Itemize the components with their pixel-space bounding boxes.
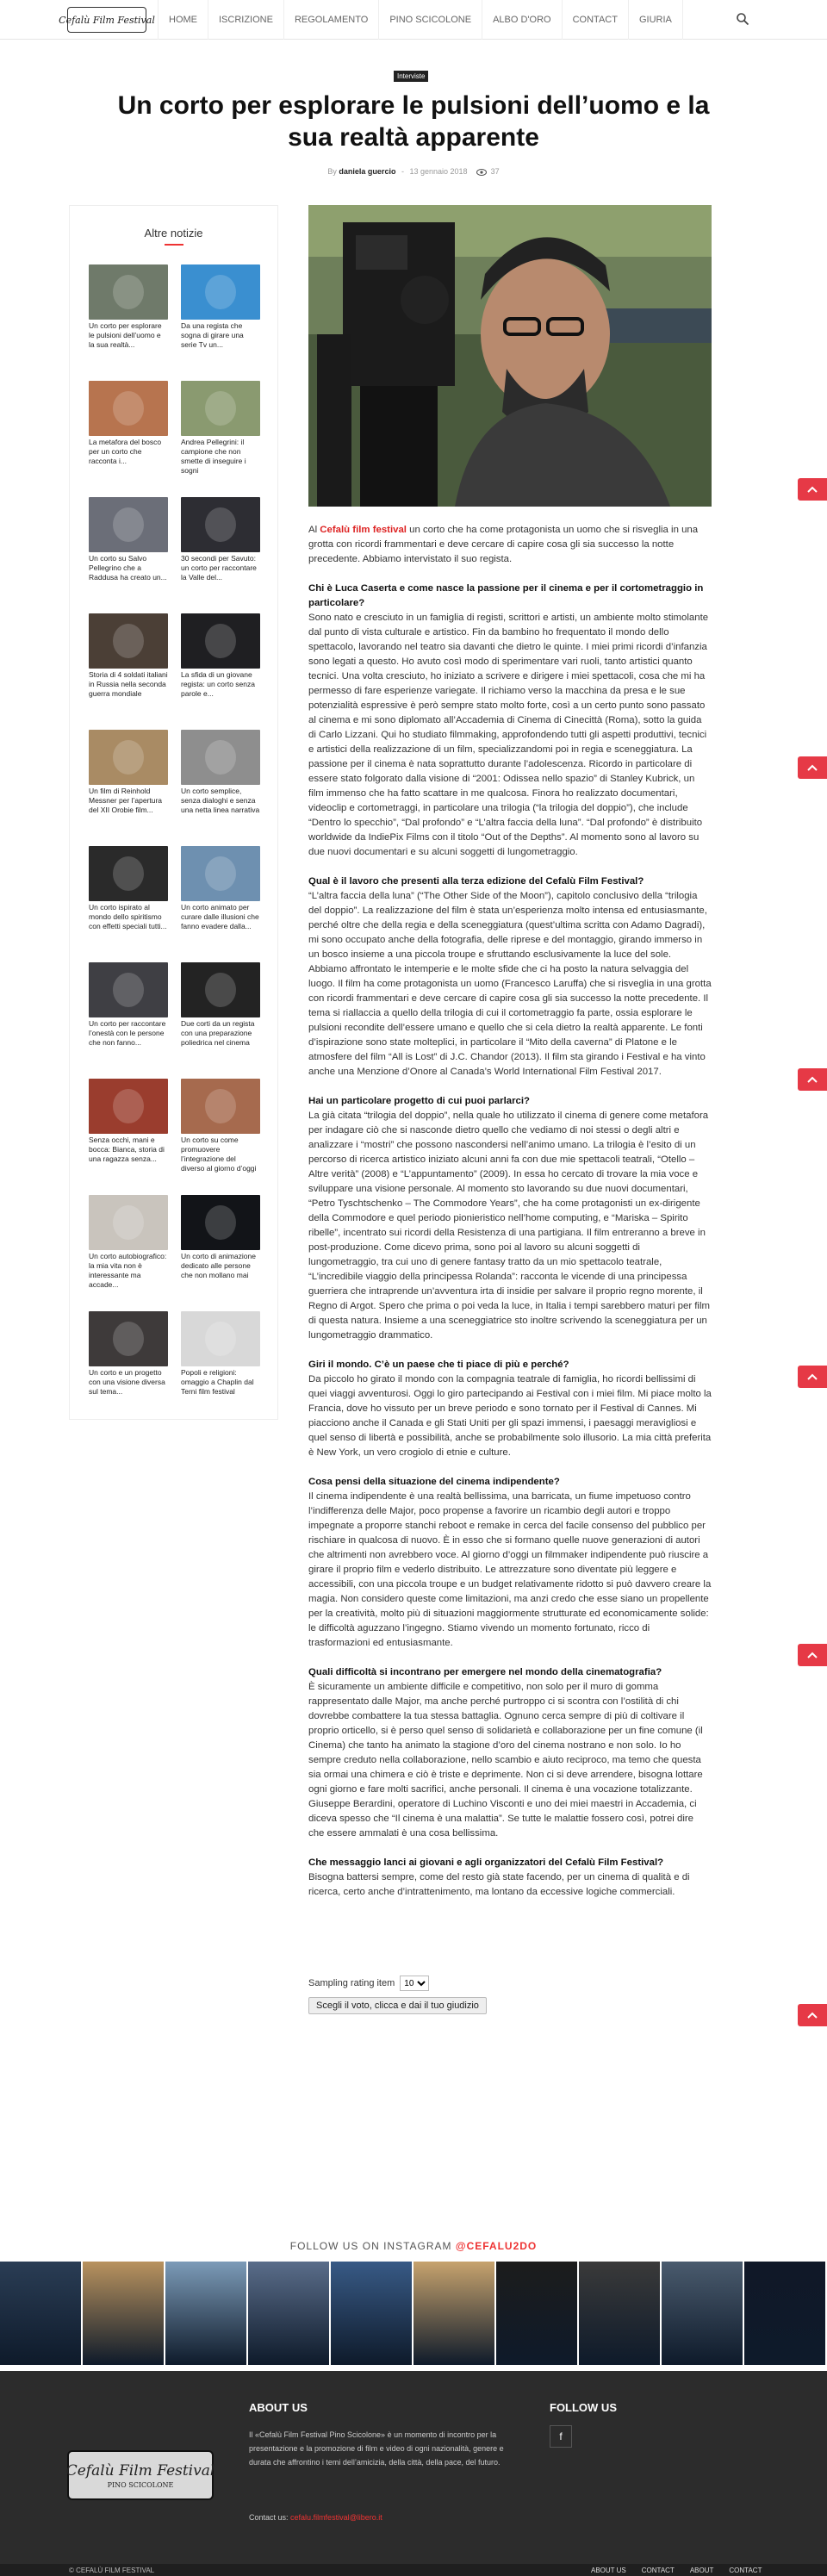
- interview-answer: “L’altra faccia della luna” (“The Other Side of the Moon”), capitolo conclusivo della “trilogia del doppio”. La realizzazione del film è stata un’esperienza molto intensa ed entusiasmante, perché oltre che della regia e della sceneggiatura (quest’ultima scritta con Adamo Dagradi), mi sono occupato anche della fotografia, delle riprese e del montaggio, girando immerso in un bosco insieme a una piccola troupe e sfruttando esclusivamente la luce del sole. Abbiamo affrontato le intemperie e le molte sfide che ci ha posto la natura selvaggia del luogo. Il film ha come protagonista un uomo (Francesco Laruffa) che si risveglia in una grotta con ricordi frammentari e deve cercare di capire cosa gli sia successo la notte precedente. Il tema si riallaccia a quello della trilogia di cui il cortometraggio fa parte, ossia esplorare le pulsioni recondite dell’essere umano e quello che si cela dietro la realtà apparente. Le fonti d’ispirazione sono state molteplici, in particolare il “Mito della caverna” di Platone e le atmosfere del film “All is Lost” di J.C. Chandor (2013). Il film sta girando i Festival e ha vinto anche una Menzione d’Onore al Canada’s World International Film Festival 2017.: [308, 891, 712, 1077]
- bottom-nav-contact-2[interactable]: CONTACT: [729, 2567, 762, 2574]
- nav-contact[interactable]: CONTACT: [562, 0, 628, 40]
- bottom-nav-contact[interactable]: CONTACT: [641, 2567, 675, 2574]
- logo-text: Cefalù Film Festival: [59, 14, 155, 26]
- news-thumbnail[interactable]: [181, 1079, 260, 1134]
- news-thumbnail[interactable]: [181, 730, 260, 785]
- news-thumbnail[interactable]: [181, 264, 260, 320]
- news-caption[interactable]: Un corto per raccontare l’onestà con le persone che non fanno...: [89, 1019, 166, 1047]
- nav-giuria[interactable]: GIURIA: [628, 0, 683, 40]
- news-thumbnail[interactable]: [181, 846, 260, 901]
- facebook-icon[interactable]: f: [550, 2425, 572, 2448]
- scroll-arrow-button[interactable]: [798, 756, 827, 779]
- news-caption[interactable]: Da una regista che sogna di girare una serie Tv un...: [181, 321, 244, 349]
- scroll-arrow-button[interactable]: [798, 478, 827, 501]
- scroll-arrow-button[interactable]: [798, 1644, 827, 1666]
- instagram-photo[interactable]: [662, 2262, 743, 2365]
- news-item[interactable]: [89, 497, 168, 602]
- instagram-photo[interactable]: [248, 2262, 329, 2365]
- contact-line: [249, 2513, 382, 2522]
- interview-answer: La già citata “trilogia del doppio”, nella quale ho utilizzato il cinema di genere come metafora per indagare ciò che si nasconde dietro quello che vediamo di noi stessi o degli altri e analizzare i “mostri” che possono nascondersi nell’animo umano. La trilogia è l’esito di un percorso di ricerca artistico iniziato alcuni anni fa con due mie spettacoli teatrali, “Otello – Altre verità” (2008) e “L’appuntamento” (2009). In essa ho cercato di trovare la mia voce e sviluppare una visione personale. Al momento sto lavorando su due nuovi documentari, “Petro Tyschtschenko – The Commodore Years”, che ha come protagonisti un ex-dirigente della Commodore e quel periodo pionieristico nell’home computing, e “Mariska – Spirito ribelle”, incentrato sui ricordi della Resistenza di una partigiana. Il film entreranno a breve in post-produzione. Come dicevo prima, sono poi al lavoro su alcuni soggetti di lungometraggio, tra cui uno di genere fantasy tratto da un mio spettacolo teatrale, “L’incredibile viaggio della principessa Rolanda”: racconta le vicende di una principessa guerriera che intraprende un’avventura irta di insidie per salvare il proprio regno morente, il Regno di Argot. Spero che prima o poi veda la luce, in Italia i tempi sarebbero maturi per film di questa natura. Insieme a una sceneggiatrice sto inoltre scrivendo la sceneggiatura per un lungometraggio drammatico.: [308, 1111, 710, 1341]
- news-caption[interactable]: Un corto per esplorare le pulsioni dell’uomo e la sua realtà...: [89, 321, 162, 349]
- news-item[interactable]: [89, 1079, 168, 1184]
- interview-answer: Bisogna battersi sempre, come del resto già state facendo, per un cinema di qualità e di ricerca, certo anche d’intrattenimento, ma lontano da eccessive logiche commerciali.: [308, 1872, 690, 1897]
- news-thumbnail[interactable]: [89, 1195, 168, 1250]
- nav-albo-doro[interactable]: ALBO D'ORO: [482, 0, 562, 40]
- news-thumbnail[interactable]: [89, 497, 168, 552]
- news-caption[interactable]: La sfida di un giovane regista: un corto senza parole e...: [181, 670, 255, 698]
- instagram-photo[interactable]: [83, 2262, 164, 2365]
- news-caption[interactable]: Un film di Reinhold Messner per l’apertura del XII Orobie film...: [89, 787, 163, 814]
- rating-select[interactable]: [400, 1976, 429, 1991]
- news-item[interactable]: [89, 1195, 168, 1300]
- meta-by: By: [327, 167, 337, 176]
- copyright: © CEFALÙ FILM FESTIVAL: [69, 2567, 155, 2574]
- nav-home[interactable]: HOME: [158, 0, 208, 40]
- news-item[interactable]: [181, 381, 260, 486]
- interview-answer: Sono nato e cresciuto in un famiglia di registi, scrittori e artisti, un ambiente molto stimolante dal punto di vista culturale e artistico. Fin da bambino ho frequentato il mondo dello spettacolo, lavorando nel teatro sia davanti che dietro le quinte. I miei primi ricordi d’infanzia sono legati a questo. Ho avuto così modo di sperimentare vari ruoli, tanto artistici quanto tecnici. Una volta cresciuto, ho iniziato a scrivere e dirigere i miei spettacoli, cosa che mi ha permesso di fare esperienze variegate. Il richiamo verso la macchina da presa e le sue potenzialità espressive è però sempre stato molto forte, così a un certo punto sono passato al cinema e mi sono diplomato all’Accademia di Cinema di Cinecittà (Roma), sotto la guida di Carlo Lizzani. Qui ho studiato filmmaking, approfondendo tutti gli aspetti produttivi, tecnici e artistici della realizzazione di un film, specializzandomi poi in regia e sceneggiatura. La passione per il cinema è nata soprattutto durante l’adolescenza. Ricordo in particolare di essere stato folgorato dalla visione di “2001: Odissea nello spazio” di Stanley Kubrick, un film immenso che ha fatto scattare in me qualcosa. Finora ho realizzato documentari, videoclip e cortometraggi, in particolare una trilogia (“la trilogia del doppio”), che include “Dentro lo specchio”, “Dal profondo” e “L’altra faccia della luna”. “Dal profondo” è distribuito worldwide da IndiePix Films con il titolo “Out of the Depths”. Al momento sono al lavoro su due nuovi documentari e su alcuni soggetti di lungometraggio.: [308, 613, 709, 857]
- top-navbar: [0, 0, 827, 40]
- rating-label: Sampling rating item: [308, 1978, 395, 1988]
- article-body: [308, 523, 712, 1914]
- news-item[interactable]: [89, 846, 168, 951]
- view-count: 37: [490, 167, 500, 176]
- about-heading: ABOUT US: [249, 2401, 308, 2414]
- news-caption[interactable]: Un corto su Salvo Pellegrino che a Raddusa ha creato un...: [89, 554, 167, 582]
- hero-image: [308, 205, 712, 507]
- news-thumbnail[interactable]: [181, 613, 260, 669]
- instagram-heading: [0, 2240, 827, 2252]
- nav-iscrizione[interactable]: ISCRIZIONE: [208, 0, 283, 40]
- news-caption[interactable]: Popoli e religioni: omaggio a Chaplin dal Terni film festival: [181, 1368, 254, 1396]
- article-intro: Al Cefalù film festival un corto che ha come protagonista un uomo che si risveglia in una grotta con ricordi frammentari e deve cercare di capire cosa gli sia successo la notte precedente. Abbiamo intervistato il suo regista.: [308, 525, 699, 564]
- footer: [0, 2371, 827, 2576]
- news-thumbnail[interactable]: [89, 730, 168, 785]
- news-caption[interactable]: La metafora del bosco per un corto che racconta i...: [89, 438, 162, 465]
- interview-answer: Il cinema indipendente è una realtà bellissima, una barricata, un fiume impetuoso contro l’indifferenza delle Major, poco propense a favorire un ricambio degli autori e troppo impegnate a proporre stanchi reboot e remake in cerca del facile consenso del pubblico per rischiare in qualcosa di nuovo. È in esso che si formano quelle nuove generazioni di autori che altrimenti non avrebbero voce. Al giorno d’oggi un filmmaker indipendente può riuscire a girare il proprio film e vederlo distribuito. Le attrezzature sono diventate più leggere e accessibili, con una piccola troupe e un budget relativamente ridotto si può davvero creare la magia. Non considero queste come limitazioni, ma anzi credo che esse siano un propellente per la creatività, molto più di situazioni maggiormente strutturate ed economicamente solide: le difficoltà aguzzano l’ingegno. Stiamo vivendo un momento fortunato, ricco di trasformazioni ed entusiasmante.: [308, 1491, 712, 1648]
- interview-question: Giri il mondo. C’è un paese che ti piace di più e perché?: [308, 1360, 569, 1370]
- interview-question: Cosa pensi della situazione del cinema indipendente?: [308, 1477, 560, 1487]
- news-caption[interactable]: Un corto animato per curare dalle illusioni che fanno evadere dalla...: [181, 903, 259, 930]
- news-thumbnail[interactable]: [89, 613, 168, 669]
- scroll-arrow-button[interactable]: [798, 2004, 827, 2026]
- bottom-nav-about-2[interactable]: ABOUT: [689, 2567, 714, 2574]
- news-thumbnail[interactable]: [181, 381, 260, 436]
- scroll-arrow-button[interactable]: [798, 1068, 827, 1091]
- scroll-arrow-button[interactable]: [798, 1366, 827, 1388]
- news-thumbnail[interactable]: [181, 1195, 260, 1250]
- eye-icon: [476, 169, 487, 176]
- news-thumbnail[interactable]: [89, 1311, 168, 1366]
- author-name[interactable]: daniela guercio: [339, 167, 396, 176]
- instagram-photo[interactable]: [579, 2262, 660, 2365]
- about-text: Il «Cefalù Film Festival Pino Scicolone» è un momento di incontro per la presentazione e la promozione di film e video di ogni nazionalità, genere e durata che affrontino i temi dell’amicizia, della città, della pace, del futuro.: [249, 2430, 504, 2467]
- instagram-photo[interactable]: [414, 2262, 494, 2365]
- nav-pino-scicolone[interactable]: PINO SCICOLONE: [378, 0, 482, 40]
- main-nav: [158, 0, 683, 40]
- news-caption[interactable]: Senza occhi, mani e bocca: Bianca, storia di una ragazza senza...: [89, 1136, 165, 1163]
- contact-label: Contact us:: [249, 2513, 289, 2522]
- news-item[interactable]: [181, 1195, 260, 1300]
- news-thumbnail[interactable]: [181, 497, 260, 552]
- news-item[interactable]: [89, 264, 168, 370]
- news-thumbnail[interactable]: [181, 962, 260, 1017]
- instagram-photo[interactable]: [496, 2262, 577, 2365]
- news-caption[interactable]: Un corto su come promuovere l’integrazione del diverso al giorno d’oggi: [181, 1136, 257, 1173]
- news-item[interactable]: [181, 846, 260, 951]
- site-logo[interactable]: [59, 7, 155, 33]
- nav-regolamento[interactable]: REGOLAMENTO: [283, 0, 378, 40]
- news-item[interactable]: [89, 730, 168, 835]
- news-item[interactable]: [181, 962, 260, 1067]
- news-thumbnail[interactable]: [89, 962, 168, 1017]
- news-caption[interactable]: Un corto ispirato al mondo dello spiritismo con effetti speciali tutti...: [89, 903, 167, 930]
- footer-logo-text: Cefalù Film Festival: [65, 2461, 215, 2480]
- interview-question: Chi è Luca Caserta e come nasce la passione per il cinema e per il cortometraggio in particolare?: [308, 583, 704, 608]
- follow-heading: FOLLOW US: [550, 2401, 617, 2414]
- news-thumbnail[interactable]: [89, 264, 168, 320]
- news-item[interactable]: [89, 962, 168, 1067]
- news-thumbnail[interactable]: [89, 1079, 168, 1134]
- sidebar-title: Altre notizie: [144, 227, 203, 240]
- chevron-up-icon: [807, 486, 818, 493]
- article-meta: [0, 167, 827, 176]
- category-badge[interactable]: Interviste: [394, 71, 428, 82]
- news-thumbnail[interactable]: [89, 846, 168, 901]
- news-caption[interactable]: Storia di 4 soldati italiani in Russia nella seconda guerra mondiale: [89, 670, 168, 698]
- news-item[interactable]: [89, 613, 168, 719]
- chevron-up-icon: [807, 1076, 818, 1083]
- bottom-nav: [591, 2567, 762, 2574]
- footer-logo-sub: PINO SCICOLONE: [107, 2480, 174, 2489]
- vote-button[interactable]: Scegli il voto, clicca e dai il tuo giudizio: [308, 1997, 487, 2014]
- instagram-photo[interactable]: [331, 2262, 412, 2365]
- meta-separator: -: [401, 167, 404, 176]
- bottom-nav-about[interactable]: ABOUT US: [591, 2567, 626, 2574]
- interview-answer: Da piccolo ho girato il mondo con la compagnia teatrale di famiglia, ho ricordi bellissimi di quei viaggi avventurosi. Oggi lo giro partecipando ai Festival con i miei film. Mi piace molto la Francia, dove ho vissuto per un breve periodo e sono tornato per il Festival di Cannes. Mi piacciono anche il Canada e gli Stati Uniti per gli spazi immensi, i paesaggi meravigliosi e quel senso di libertà e possibilità, anche se probabilmente solo illusorio. La mia città preferita è New York, un vero crogiolo di etnie e culture.: [308, 1374, 712, 1458]
- chevron-up-icon: [807, 1652, 818, 1658]
- news-caption[interactable]: Un corto semplice, senza dialoghi e senza una netta linea narrativa: [181, 787, 260, 814]
- news-thumbnail[interactable]: [89, 381, 168, 436]
- news-item[interactable]: [181, 613, 260, 719]
- news-caption[interactable]: Un corto di animazione dedicato alle persone che non mollano mai: [181, 1252, 256, 1279]
- interview-question: Qual è il lavoro che presenti alla terza edizione del Cefalù Film Festival?: [308, 876, 644, 887]
- instagram-handle[interactable]: @CEFALU2DO: [455, 2240, 538, 2252]
- news-caption[interactable]: Due corti da un regista con una preparazione poliedrica nel cinema: [181, 1019, 255, 1047]
- news-item[interactable]: [181, 497, 260, 602]
- news-item[interactable]: [181, 1311, 260, 1416]
- contact-email[interactable]: cefalu.filmfestival@libero.it: [290, 2513, 382, 2522]
- news-item[interactable]: [89, 1311, 168, 1416]
- festival-link[interactable]: Cefalù film festival: [320, 525, 407, 535]
- sidebar-other-news: [69, 205, 278, 1420]
- instagram-heading-text: FOLLOW US ON INSTAGRAM: [289, 2240, 452, 2252]
- news-item[interactable]: [181, 1079, 260, 1184]
- instagram-photo[interactable]: [165, 2262, 246, 2365]
- news-caption[interactable]: Un corto autobiografico: la mia vita non è interessante ma accade...: [89, 1252, 167, 1289]
- instagram-photo[interactable]: [744, 2262, 825, 2365]
- news-caption[interactable]: 30 secondi per Savuto: un corto per raccontare la Valle del...: [181, 554, 257, 582]
- interview-answer: È sicuramente un ambiente difficile e competitivo, non solo per il muro di gomma rappresentato dalle Major, ma anche perché purtroppo ci si scontra con l’ostilità di chi dovrebbe combattere la tua stessa battaglia. Ognuno cerca sempre di più di coltivare il proprio orticello, si è perso quel senso di solidarietà e collaborazione per un fine comune (il Cinema) che tanto ha animato la stagione d’oro del cinema nostrano e non solo. Io ho sempre creduto nella collaborazione, nello scambio e aiuto reciproco, ma temo che questa sia ormai una chimera e ciò è triste e deprimente. Non ci si deve arrendere, bisogna lottare ogni giorno e fare molti sacrifici, anche personali. Il cinema è una vocazione totalizzante. Giuseppe Berardini, operatore di Luchino Visconti e uno dei miei maestri in Accademia, ci diceva spesso che “Il cinema è una malattia”. Se tutte le malattie fossero così, potrei dire che essere ammalati è una cosa bellissima.: [308, 1682, 703, 1839]
- footer-logo[interactable]: [67, 2450, 214, 2500]
- interview-question: Che messaggio lanci ai giovani e agli organizzatori del Cefalù Film Festival?: [308, 1857, 664, 1868]
- chevron-up-icon: [807, 1373, 818, 1380]
- interview-question: Quali difficoltà si incontrano per emergere nel mondo della cinematografia?: [308, 1667, 662, 1677]
- news-item[interactable]: [181, 730, 260, 835]
- publish-date: 13 gennaio 2018: [409, 167, 468, 176]
- news-caption[interactable]: Andrea Pellegrini: il campione che non smette di inseguire i sogni: [181, 438, 246, 475]
- search-icon[interactable]: [736, 12, 749, 26]
- page-title: Un corto per esplorare le pulsioni dell’uomo e la sua realtà apparente: [117, 91, 710, 152]
- news-thumbnail[interactable]: [181, 1311, 260, 1366]
- rating-row: [308, 1976, 429, 1991]
- instagram-photo[interactable]: [0, 2262, 81, 2365]
- chevron-up-icon: [807, 2012, 818, 2019]
- news-item[interactable]: [89, 381, 168, 486]
- instagram-strip: [0, 2262, 827, 2365]
- news-caption[interactable]: Un corto e un progetto con una visione diversa sul tema...: [89, 1368, 165, 1396]
- sidebar-title-underline: [165, 244, 183, 246]
- news-item[interactable]: [181, 264, 260, 370]
- chevron-up-icon: [807, 764, 818, 771]
- interview-question: Hai un particolare progetto di cui puoi parlarci?: [308, 1096, 530, 1106]
